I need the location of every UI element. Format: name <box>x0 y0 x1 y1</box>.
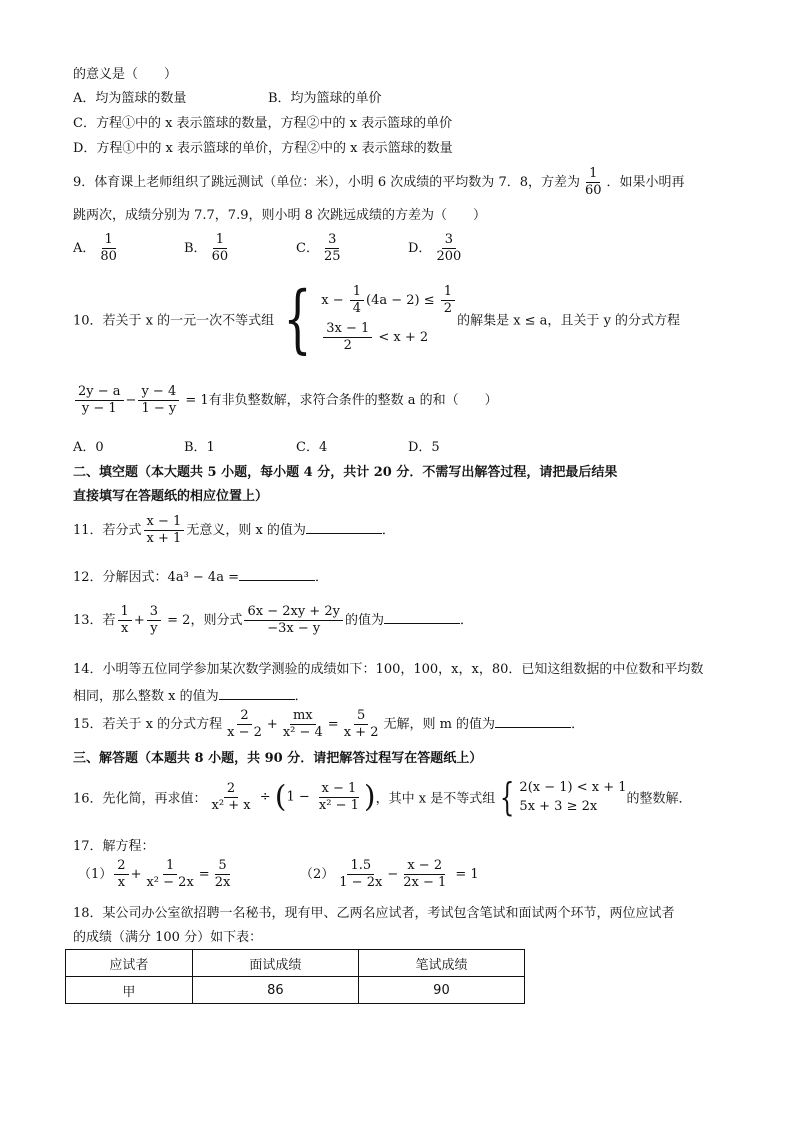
section-3-heading: 三、解答题（本题共 8 小题，共 90 分．请把解答过程写在答题纸上） <box>73 751 483 766</box>
numerator: 3 <box>325 232 339 249</box>
table-header-row <box>66 950 525 977</box>
fraction <box>212 858 234 891</box>
fraction <box>114 858 128 891</box>
option-fraction <box>433 232 464 265</box>
denominator: 25 <box>323 249 341 264</box>
text: （2） <box>300 867 335 882</box>
fraction <box>316 781 362 814</box>
text: （1） <box>78 867 113 882</box>
q10-option-b: B．1 <box>184 440 215 455</box>
section-2-heading-line2: 直接填写在答题纸的相应位置上） <box>73 489 269 504</box>
q10-inequality-2 <box>321 321 457 354</box>
denominator: 80 <box>100 249 117 264</box>
option-label: A． <box>73 241 96 256</box>
table-cell: 甲 <box>66 977 193 1004</box>
denominator: −3x − y <box>267 621 321 636</box>
text: 13．若 <box>73 613 116 628</box>
text: 12．分解因式：4a³ − 4a = <box>73 570 239 585</box>
text: 11．若分式 <box>73 523 142 538</box>
denominator: x² − 1 <box>318 797 359 813</box>
fraction <box>147 604 161 637</box>
answer-blank <box>306 519 382 534</box>
table-row <box>66 977 525 1004</box>
text: ． <box>294 689 308 704</box>
q11 <box>73 514 395 547</box>
denominator: x + 2 <box>343 725 379 740</box>
table-header-cell: 笔试成绩 <box>358 950 524 977</box>
text: ． <box>381 523 395 538</box>
brace-icon: { <box>283 276 312 362</box>
right-paren-icon: ) <box>363 779 376 815</box>
q8-option-c: C．方程①中的 x 表示篮球的数量，方程②中的 x 表示篮球的单价 <box>73 116 453 131</box>
numerator: 1 <box>213 232 227 249</box>
q17-part1: （1） $\frac{2}{x}$ + $\frac{1}{\text{x² − 2x}}$ = $\frac{5}{2x}$ <box>78 858 235 891</box>
numerator: x − 1 <box>319 781 360 798</box>
q9-option-d <box>408 232 466 265</box>
text: ． <box>571 717 585 732</box>
denominator: 1 − 2x <box>339 875 383 890</box>
fraction <box>336 858 385 891</box>
q17-part2: （2） $\frac{1.5}{1 - 2x}$ − $\frac{x - 2}{2x - 1}$ = 1 <box>300 858 479 890</box>
numerator: 1 <box>350 284 364 301</box>
numerator: 1 <box>586 166 600 183</box>
q16-inequality-system <box>495 775 627 819</box>
numerator: 1 <box>163 858 177 875</box>
numerator: 1 <box>102 232 116 249</box>
q8-option-d: D．方程①中的 x 表示篮球的单价，方程②中的 x 表示篮球的数量 <box>73 141 453 156</box>
text: ． <box>459 613 473 628</box>
fraction <box>244 604 342 637</box>
inequality-2: 5x + 3 ≥ 2x <box>519 798 598 814</box>
q15: 15．若关于 x 的分式方程 $\frac{2}{x - 2}$ + $\frac{mx}{\text{x² − 4}}$ = $\frac{5}{x + 2}$ 无解，则 m 的值为 ． <box>73 708 585 740</box>
option-fraction <box>97 232 120 265</box>
q8-option-a: A．均为篮球的数量 <box>73 91 187 106</box>
fraction <box>143 858 196 891</box>
option-fraction <box>209 232 232 265</box>
q9-option-a <box>73 232 122 265</box>
text: 的整数解． <box>626 791 692 807</box>
numerator: 1.5 <box>347 858 374 875</box>
denominator: x + 1 <box>146 531 182 546</box>
text: < x + 2 <box>374 330 429 345</box>
numerator: x − 1 <box>144 514 185 531</box>
text: x − <box>321 293 348 308</box>
numerator: mx <box>290 708 316 725</box>
numerator: y − 4 <box>138 384 179 401</box>
q17-title: 17．解方程： <box>73 839 155 854</box>
numerator: 1 <box>118 604 132 621</box>
q10-text-c: = 1有非负整数解，求符合条件的整数 a 的和（ ） <box>181 393 498 408</box>
brace-icon: { <box>500 775 515 819</box>
denominator: x² + x <box>211 797 251 813</box>
fraction <box>323 321 372 354</box>
denominator: 60 <box>211 249 229 264</box>
q10-text-a: 10．若关于 x 的一元一次不等式组 <box>73 313 275 329</box>
text: 1 − <box>286 789 314 805</box>
q9-text-b: ．如果小明再 <box>606 175 685 190</box>
text: = 2，则分式 <box>163 613 243 628</box>
numerator: 1 <box>441 284 455 301</box>
q10-line1 <box>73 276 681 362</box>
fraction <box>400 858 449 891</box>
left-paren-icon: ( <box>274 779 287 815</box>
numerator: 5 <box>354 708 368 725</box>
q9-variance-fraction <box>582 166 605 199</box>
q16 <box>73 775 692 819</box>
fraction <box>350 284 364 317</box>
fraction <box>441 284 455 317</box>
denominator: y <box>150 621 158 636</box>
denominator: 2 <box>343 338 352 353</box>
q8-stem: 的意义是（ ） <box>73 67 178 82</box>
option-label: B． <box>184 241 207 256</box>
text: ． <box>314 570 328 585</box>
answer-blank <box>219 685 295 700</box>
fraction <box>118 604 132 637</box>
q14-line2 <box>73 685 308 706</box>
fraction <box>224 708 265 741</box>
q10-text-b: 的解集是 x ≤ a，且关于 y 的分式方程 <box>457 313 681 329</box>
score-table <box>65 949 525 1004</box>
inequality-1: 2(x − 1) < x + 1 <box>519 779 627 795</box>
denominator: 1 − y <box>141 401 177 416</box>
denominator: 200 <box>436 249 462 264</box>
text: ，其中 x 是不等式组 <box>375 791 496 807</box>
numerator: 2 <box>224 781 238 798</box>
q10-line2: $\frac{2y - a}{y - 1}$ − $\frac{y - 4}{1 - y}$ = 1有非负整数解，求符合条件的整数 a 的和（ ） <box>73 384 498 417</box>
fraction <box>144 514 185 547</box>
fraction <box>138 384 179 417</box>
denominator: x <box>121 621 129 636</box>
q10-option-a: A．0 <box>73 440 104 455</box>
numerator: 2 <box>237 708 251 725</box>
q9-option-c <box>296 232 346 265</box>
q10-inequality-system <box>274 276 457 362</box>
text: 的值为 <box>344 613 384 628</box>
q18-line1: 18．某公司办公室欲招聘一名秘书，现有甲、乙两名应试者，考试包含笔试和面试两个环节，两位应试者 <box>73 906 675 921</box>
text: 相同，那么整数 x 的值为 <box>73 689 219 704</box>
text: 无解，则 m 的值为 <box>383 717 496 732</box>
denominator: y − 1 <box>81 401 117 416</box>
q10-option-d: D．5 <box>408 440 440 455</box>
answer-blank <box>239 566 315 581</box>
table-header-cell: 应试者 <box>66 950 193 977</box>
table-header-cell: 面试成绩 <box>192 950 358 977</box>
denominator: 2 <box>443 301 453 316</box>
q18-line2: 的成绩（满分 100 分）如下表： <box>73 930 263 945</box>
denominator: 2x <box>214 875 231 890</box>
text: (4a − 2) ≤ <box>366 293 439 308</box>
denominator: x − 2 <box>227 725 262 740</box>
numerator: 6x − 2xy + 2y <box>244 604 342 621</box>
denominator: x <box>117 875 126 890</box>
q14-line1: 14．小明等五位同学参加某次数学测验的成绩如下：100，100，x，x，80．已知这组数据的中位数和平均数 <box>73 662 704 677</box>
option-label: C． <box>296 241 319 256</box>
q10-option-c: C．4 <box>296 440 328 455</box>
numerator: 5 <box>215 858 229 875</box>
denominator: x² − 4 <box>282 725 323 740</box>
numerator: 3 <box>442 232 456 249</box>
text: = 1 <box>451 867 479 882</box>
text: 无意义，则 x 的值为 <box>186 523 306 538</box>
q9-line1 <box>73 166 685 199</box>
text: ÷ <box>255 789 275 805</box>
fraction <box>209 781 254 814</box>
numerator: 3 <box>147 604 161 621</box>
option-fraction <box>321 232 344 265</box>
q10-inequality-1 <box>321 284 457 317</box>
denominator: 2x − 1 <box>403 875 447 890</box>
q12 <box>73 566 328 587</box>
fraction <box>280 708 326 741</box>
q9-line2: 跳两次，成绩分别为 7.7，7.9，则小明 8 次跳远成绩的方差为（ ） <box>73 208 487 223</box>
fraction <box>341 708 382 741</box>
numerator: 2 <box>114 858 128 875</box>
q9-text-a: 9．体育课上老师组织了跳远测试（单位：米），小明 6 次成绩的平均数为 7．8，方差为 <box>73 175 580 190</box>
numerator: 2y − a <box>75 384 124 401</box>
q13: 13．若 $\frac{1}{x}$ + $\frac{3}{y}$ = 2，则分式 $\frac{6x - 2xy + 2y}{-3x - y}$ 的值为 ． <box>73 604 473 636</box>
text: 15．若关于 x 的分式方程 <box>73 717 223 732</box>
denominator: 60 <box>584 183 602 198</box>
denominator: 4 <box>352 301 362 316</box>
answer-blank <box>495 713 571 728</box>
fraction <box>75 384 124 417</box>
table-cell: 90 <box>358 977 524 1004</box>
section-2-heading-line1: 二、填空题（本大题共 5 小题，每小题 4 分，共计 20 分．不需写出解答过程，请把最后结果 <box>73 465 618 480</box>
option-label: D． <box>408 241 432 256</box>
numerator: 3x − 1 <box>323 321 372 338</box>
q8-option-b: B．均为篮球的单价 <box>268 91 382 106</box>
table-cell: 86 <box>192 977 358 1004</box>
q9-option-b <box>184 232 233 265</box>
text: 16．先化简，再求值： <box>73 791 207 807</box>
answer-blank <box>384 609 460 624</box>
denominator: x² − 2x <box>146 875 194 890</box>
numerator: x − 2 <box>404 858 445 875</box>
